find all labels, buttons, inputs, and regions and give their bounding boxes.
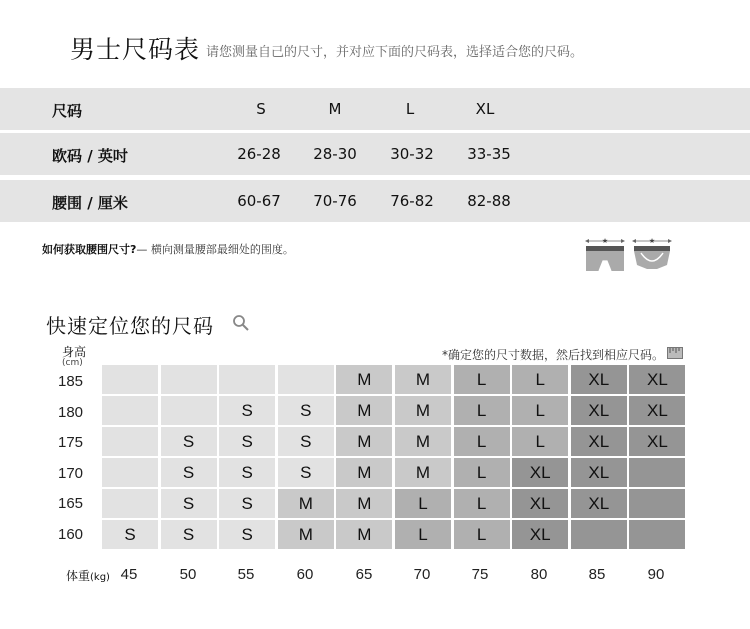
size-grid-cell: L [454,365,510,394]
quick-size-title: 快速定位您的尺码 [46,314,214,338]
size-grid-cell: M [395,458,451,487]
size-grid-cell: XL [512,458,568,487]
size-grid-cell: M [336,396,392,425]
size-grid-cell: S [219,458,275,487]
size-cell: 76-82 [390,192,434,210]
size-grid-cell: M [395,365,451,394]
page-title: 男士尺码表 [70,35,201,64]
waist-tip [42,241,294,257]
size-grid-cell: S [161,427,217,456]
size-cell: 26-28 [237,145,281,163]
size-grid-cell: L [512,396,568,425]
size-grid-cell: XL [571,396,627,425]
size-cell: L [405,100,415,118]
size-grid-cell [102,489,158,518]
size-cell: 82-88 [467,192,511,210]
row-label: 腰围 / 厘米 [52,194,128,212]
weight-tick: 65 [355,566,373,583]
size-grid-cell: L [454,427,510,456]
svg-text:★: ★ [601,237,609,245]
brief-icon [631,235,673,275]
weight-tick: 75 [471,566,489,583]
weight-tick: 85 [588,566,606,583]
size-cell: S [256,100,266,118]
size-grid-cell [629,458,685,487]
weight-tick: 45 [120,566,138,583]
size-grid-cell [571,520,627,549]
weight-tick: 80 [530,566,548,583]
size-cell: M [328,100,342,118]
size-grid-cell: S [219,489,275,518]
size-grid-cell: XL [571,458,627,487]
size-cell: 30-32 [390,145,434,163]
size-grid-cell [102,458,158,487]
size-grid-cell [102,427,158,456]
size-grid-cell: M [336,458,392,487]
size-grid-cell: S [219,396,275,425]
size-cell: 70-76 [313,192,357,210]
size-grid-cell: L [454,396,510,425]
size-grid-cell: XL [571,427,627,456]
size-grid-cell: M [336,365,392,394]
search-icon [232,314,250,332]
boxer-brief-icon [584,235,626,275]
size-grid-cell [102,396,158,425]
height-tick: 160 [58,526,84,543]
size-row-size [0,88,750,130]
size-cell: 28-30 [313,145,357,163]
weight-tick: 50 [179,566,197,583]
size-grid-cell: L [454,489,510,518]
size-grid-cell: S [278,458,334,487]
height-tick: 165 [58,495,84,512]
size-grid-cell: XL [512,489,568,518]
height-tick: 175 [58,434,84,451]
size-cell: 60-67 [237,192,281,210]
weight-tick: 90 [647,566,665,583]
size-grid-cell: L [454,520,510,549]
size-grid-cell: S [102,520,158,549]
size-grid-cell [219,365,275,394]
size-grid-cell [161,396,217,425]
size-grid-cell: XL [629,427,685,456]
size-grid-cell: M [336,489,392,518]
size-cell: XL [475,100,495,118]
size-grid-cell: S [278,396,334,425]
size-grid-cell: XL [629,365,685,394]
row-label: 尺码 [52,102,83,120]
tip-answer: — 横向测量腰部最细处的围度。 [136,243,294,256]
size-grid-cell: XL [629,396,685,425]
row-label: 欧码 / 英吋 [52,147,128,165]
weight-tick: 55 [237,566,255,583]
size-grid-cell: L [512,365,568,394]
quick-note: *确定您的尺寸数据，然后找到相应尺码。 [442,348,665,362]
size-grid-cell: M [278,489,334,518]
size-grid-cell: S [161,520,217,549]
size-grid-cell: L [454,458,510,487]
weight-axis-unit: (kg) [90,572,110,583]
size-grid-cell: S [161,489,217,518]
height-tick: 185 [58,373,84,390]
svg-text:★: ★ [648,237,656,245]
size-row-waist [0,180,750,222]
size-grid-cell: XL [512,520,568,549]
size-grid-cell [102,365,158,394]
size-grid-cell: S [161,458,217,487]
size-grid-cell: M [336,520,392,549]
weight-tick: 60 [296,566,314,583]
weight-axis-label [66,567,110,584]
size-grid-cell: L [512,427,568,456]
height-axis-label: 身高 [62,345,87,359]
size-grid-cell: M [395,396,451,425]
size-grid-cell: S [219,520,275,549]
size-grid-cell: L [395,489,451,518]
weight-tick: 70 [413,566,431,583]
size-cell: 33-35 [467,145,511,163]
size-grid-cell: M [395,427,451,456]
size-grid-cell: M [278,520,334,549]
size-grid-cell: S [278,427,334,456]
weight-axis-text: 体重 [66,569,91,583]
size-grid-cell: XL [571,365,627,394]
size-grid-cell [278,365,334,394]
size-grid-cell: S [219,427,275,456]
height-tick: 170 [58,465,84,482]
height-axis-unit: (cm) [62,358,83,368]
size-grid-cell: XL [571,489,627,518]
ruler-icon [667,347,683,359]
tip-question: 如何获取腰围尺寸? [42,243,137,256]
size-grid-cell [629,520,685,549]
page-subtitle: 请您测量自己的尺寸，并对应下面的尺码表，选择适合您的尺码。 [206,45,584,60]
height-tick: 180 [58,404,84,421]
size-grid-cell [629,489,685,518]
size-grid-cell: L [395,520,451,549]
size-grid-cell [161,365,217,394]
size-row-eu-inch [0,133,750,175]
size-grid-cell: M [336,427,392,456]
